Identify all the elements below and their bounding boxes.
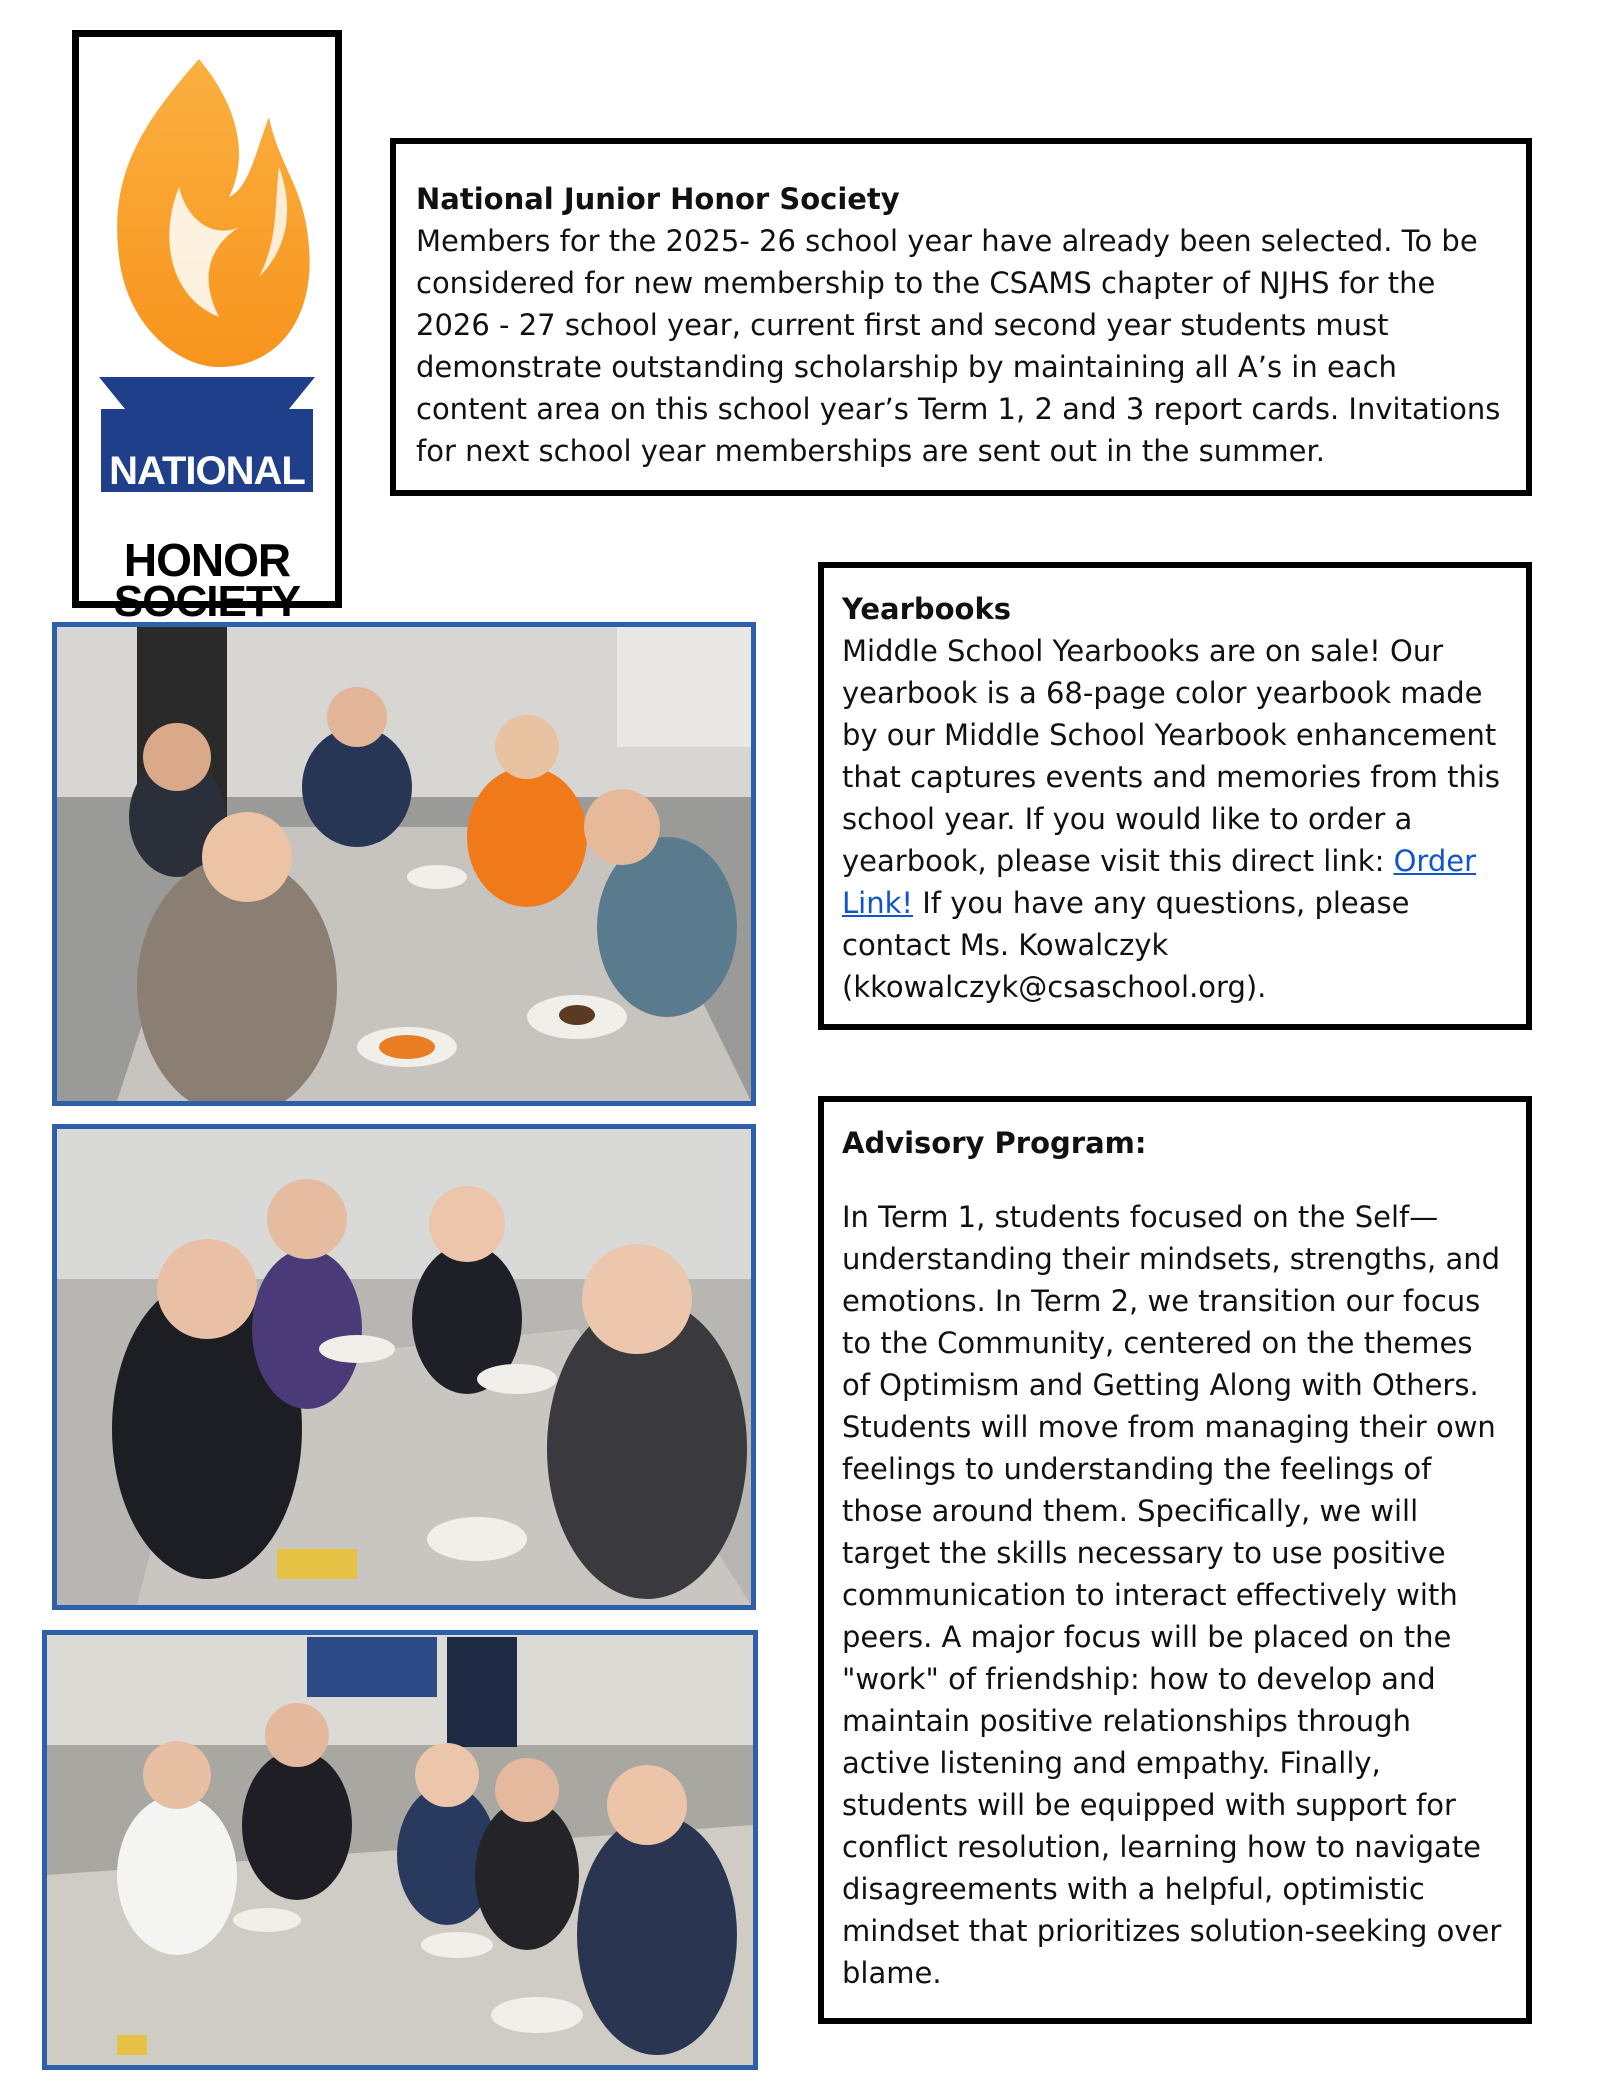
- logo-line-society: SOCIETY: [113, 577, 301, 626]
- advisory-title: Advisory Program:: [842, 1126, 1147, 1160]
- order-link[interactable]: Order Link!: [842, 844, 1477, 920]
- yearbook-contact-text: If you have any questions, please contact Ms. Kowalczyk (kkowalczyk@csaschool.org).: [842, 886, 1410, 1004]
- njhs-body: Members for the 2025- 26 school year have already been selected. To be considered for new membership to the CSAMS chapter of NJHS for the 2026 - 27 school year, current first and second year students must demonstrate outstanding scholarship by maintaining all A’s in each content area on this school year’s Term 1, 2 and 3 report cards. Invitations for next school year memberships are sent out in the summer.: [416, 224, 1501, 468]
- advisory-section: [818, 1096, 1532, 2024]
- yearbook-body-text: Middle School Yearbooks are on sale! Our yearbook is a 68-page color yearbook made by our Middle School Yearbook enhancement that captures events and memories from this school year. If you would like to order a yearbook, please visit this direct link:: [842, 634, 1500, 878]
- yearbook-title: Yearbooks: [842, 592, 1012, 626]
- yearbook-body: [842, 630, 1508, 1008]
- advisory-body: In Term 1, students focused on the Self—understanding their mindsets, strengths, and emotions. In Term 2, we transition our focus to the Community, centered on the themes of Optimism and Getting Along with Others. Students will move from managing their own feelings to understanding the feelings of those around them. Specifically, we will target the skills necessary to use positive communication to interact effectively with peers. A major focus will be placed on the "work" of friendship: how to develop and maintain positive relationships through active listening and empathy. Finally, students will be equipped with support for conflict resolution, learning how to navigate disagreements with a helpful, optimistic mindset that prioritizes solution-seeking over blame.: [842, 1200, 1502, 1990]
- logo-line-honor: HONOR: [123, 534, 291, 586]
- njhs-logo: [72, 30, 342, 626]
- students-photo-2: [52, 1124, 756, 1610]
- njhs-title: National Junior Honor Society: [416, 182, 900, 216]
- students-photo-3: [42, 1630, 758, 2070]
- logo-line-junior: JUNIOR: [126, 491, 288, 540]
- logo-wordmark: [101, 407, 313, 626]
- logo-line-national: NATIONAL: [109, 449, 305, 493]
- students-photo-1: [52, 622, 756, 1106]
- yearbook-section: [818, 562, 1532, 1030]
- njhs-section: [390, 138, 1532, 496]
